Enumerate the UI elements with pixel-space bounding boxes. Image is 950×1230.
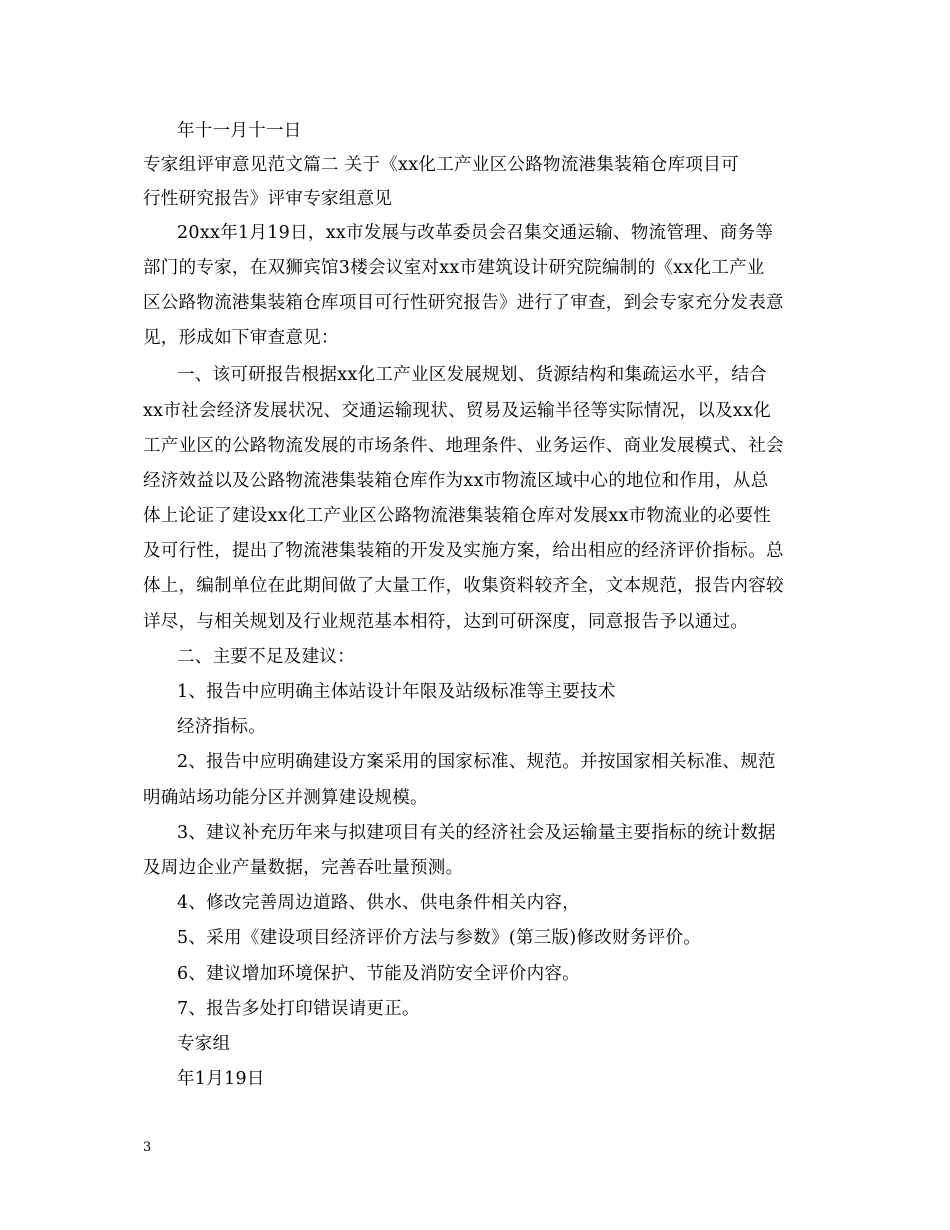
paragraph-line: 经济效益以及公路物流港集装箱仓库作为xx市物流区域中心的地位和作用，从总 [143, 471, 769, 491]
list-item-cont: 及周边企业产量数据，完善吞吐量预测。 [143, 858, 464, 878]
list-item-cont: 明确站场功能分区并测算建设规模。 [143, 788, 428, 808]
list-item: 2、报告中应明确建设方案采用的国家标准、规范。并按国家相关标准、规范 [177, 752, 776, 772]
paragraph-line: 及可行性，提出了物流港集装箱的开发及实施方案，给出相应的经济评价指标。总 [143, 541, 784, 561]
list-item: 6、建议增加环境保护、节能及消防安全评价内容。 [177, 964, 581, 984]
section-heading: 二、主要不足及建议： [177, 647, 355, 667]
signature-date: 年1月19日 [177, 1069, 265, 1089]
list-item: 3、建议补充历年来与拟建项目有关的经济社会及运输量主要指标的统计数据 [177, 823, 776, 843]
list-item: 7、报告多处打印错误请更正。 [177, 999, 420, 1019]
paragraph-line: 一、该可研报告根据xx化工产业区发展规划、货源结构和集疏运水平，结合 [177, 365, 767, 385]
page-number: 3 [143, 1140, 152, 1155]
signature-line: 专家组 [177, 1034, 231, 1054]
paragraph-line: 区公路物流港集装箱仓库项目可行性研究报告》进行了审查，到会专家充分发表意 [143, 293, 784, 313]
paragraph-line: 体上，编制单位在此期间做了大量工作，收集资料较齐全，文本规范，报告内容较 [143, 576, 784, 596]
list-item-cont: 经济指标。 [177, 717, 266, 737]
section-heading-cont: 行性研究报告》评审专家组意见 [143, 189, 393, 209]
list-item: 5、采用《建设项目经济评价方法与参数》(第三版)修改财务评价。 [177, 928, 702, 948]
paragraph-line: 部门的专家，在双狮宾馆3楼会议室对xx市建筑设计研究院编制的《xx化工产业 [143, 258, 765, 278]
paragraph-line: 见，形成如下审查意见： [143, 328, 339, 348]
paragraph-line: 20xx年1月19日，xx市发展与改革委员会召集交通运输、物流管理、商务等 [177, 223, 774, 243]
list-item: 1、报告中应明确主体站设计年限及站级标准等主要技术 [177, 682, 616, 702]
paragraph-line: 体上论证了建设xx化工产业区公路物流港集装箱仓库对发展xx市物流业的必要性 [143, 506, 772, 526]
list-item: 4、修改完善周边道路、供水、供电条件相关内容， [177, 893, 581, 913]
paragraph-line: xx市社会经济发展状况、交通运输现状、贸易及运输半径等实际情况，以及xx化 [143, 401, 772, 421]
section-heading: 专家组评审意见范文篇二 关于《xx化工产业区公路物流港集装箱仓库项目可 [143, 155, 739, 175]
paragraph-line: 详尽，与相关规划及行业规范基本相符，达到可研深度，同意报告予以通过。 [143, 612, 749, 632]
paragraph-line: 工产业区的公路物流发展的市场条件、地理条件、业务运作、商业发展模式、社会 [143, 436, 784, 456]
date-line: 年十一月十一日 [177, 121, 302, 141]
